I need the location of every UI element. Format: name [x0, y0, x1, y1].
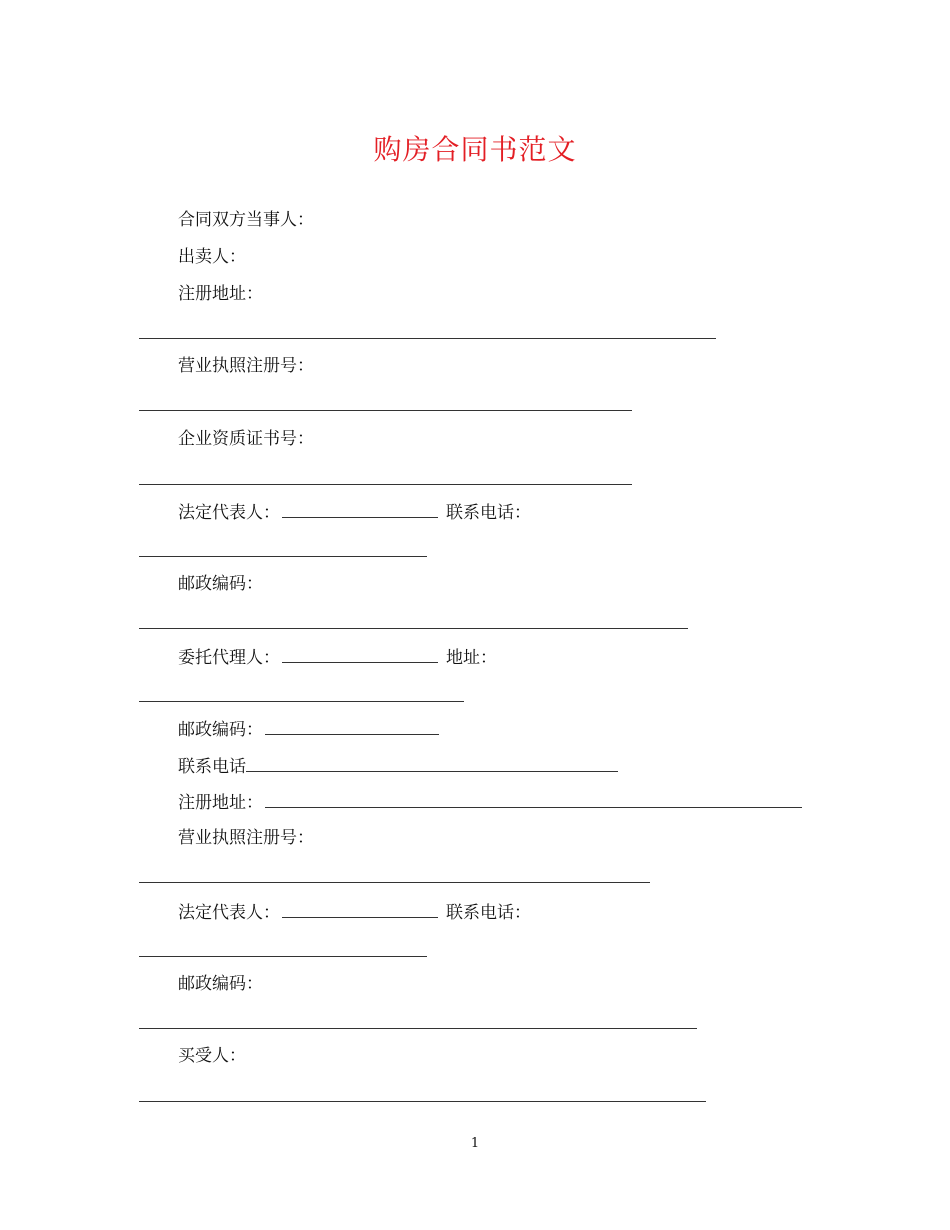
fill-in-blank — [282, 501, 438, 518]
postcode-label: 邮政编码： — [178, 974, 263, 994]
agent-label: 委托代理人： — [178, 648, 280, 668]
qualification-no-label: 企业资质证书号： — [178, 429, 314, 449]
legal-rep-row — [178, 501, 531, 524]
fill-in-blank — [282, 646, 438, 663]
fill-in-blank — [265, 718, 439, 735]
postcode-label: 邮政编码： — [178, 574, 263, 594]
page-number: 1 — [470, 1136, 480, 1151]
phone-label: 联系电话 — [178, 757, 246, 777]
license-no-label: 营业执照注册号： — [178, 356, 314, 376]
buyer-label: 买受人： — [178, 1046, 246, 1066]
license-no-label: 营业执照注册号： — [178, 828, 314, 848]
postcode-label: 邮政编码： — [178, 720, 263, 740]
fill-in-rule — [139, 956, 427, 957]
fill-in-rule — [139, 484, 632, 485]
legal-rep-label: 法定代表人： — [178, 903, 280, 923]
reg-address-label: 注册地址： — [178, 284, 263, 304]
reg-address-label: 注册地址： — [178, 793, 263, 813]
reg-address-row — [178, 791, 810, 814]
fill-in-blank — [265, 791, 802, 808]
phone-label: 联系电话： — [446, 903, 531, 923]
fill-in-blank — [282, 901, 438, 918]
fill-in-rule — [139, 556, 427, 557]
fill-in-rule — [139, 882, 650, 883]
fill-in-blank — [246, 755, 618, 772]
parties-label: 合同双方当事人： — [178, 210, 314, 230]
fill-in-rule — [139, 1101, 706, 1102]
fill-in-rule — [139, 410, 632, 411]
document-title: 购房合同书范文 — [373, 133, 577, 166]
fill-in-rule — [139, 628, 688, 629]
fill-in-rule — [139, 338, 716, 339]
address-label: 地址： — [446, 648, 497, 668]
agent-row — [178, 646, 497, 669]
fill-in-rule — [139, 1028, 697, 1029]
legal-rep-label: 法定代表人： — [178, 503, 280, 523]
phone-label: 联系电话： — [446, 503, 531, 523]
fill-in-rule — [139, 701, 464, 702]
legal-rep-row — [178, 901, 531, 924]
postcode-row — [178, 718, 447, 741]
seller-label: 出卖人： — [178, 247, 246, 267]
phone-row — [178, 755, 626, 778]
